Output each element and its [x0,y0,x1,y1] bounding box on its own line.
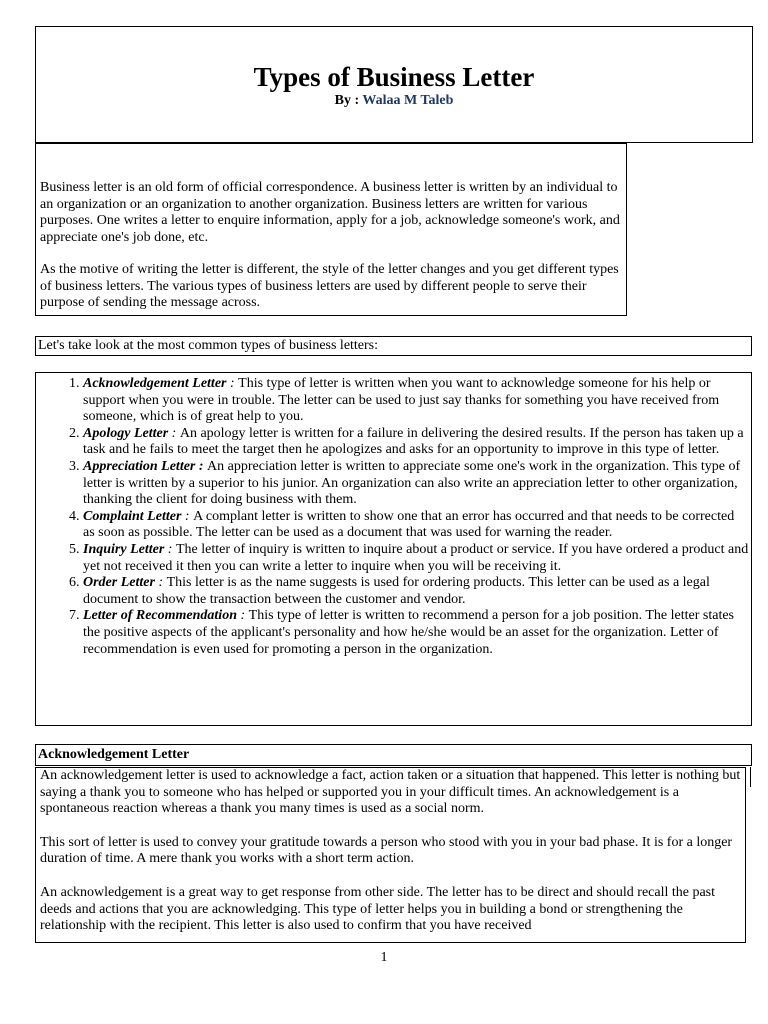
lets-take-look-text: Let's take look at the most common types of business letters: [38,338,379,353]
letter-type-description: This type of letter is written when you want to acknowledge someone for his help or support when you were in trouble. The letter can be used to just say thanks for something you have received from someone, which is of great help to you. [83,376,720,425]
letter-type-name: Order Letter [83,575,155,591]
title-box [35,26,753,143]
page-number: 1 [380,950,388,965]
letter-type-description: This letter is as the name suggests is used for ordering products. This letter can be used as a legal document to show the transaction between the customer and vendor. [83,575,710,607]
document-title: Types of Business Letter [253,62,535,92]
letter-type-separator: : [154,575,167,591]
box-edge-divider [750,767,751,787]
author-name: Walaa M Taleb [362,93,454,108]
letter-type-item [83,426,751,459]
acknowledgement-paragraph-2: This sort of letter is used to convey your gratitude towards a person who stood with you in your bad phase. It is for a longer duration of time. A mere thank you works with a short term action. [40,834,733,867]
letter-type-name: Letter of Recommendation [83,608,237,624]
intro-paragraph-1: Business letter is an old form of official correspondence. A business letter is written by an individual to an organization or an organization to another organization. Business letters are written for various purposes. One writes a letter to enquire information, apply for a job, acknowledge someone's work, and appreciate one's job done, etc. [40,180,620,245]
acknowledgement-paragraph-3: An acknowledgement is a great way to get response from other side. The letter has to be direct and should recall the past deeds and actions that you are acknowledging. This type of letter helps you in building a bond or strengthening the relationship with the recipient. This letter is also used to confirm that you have received [40,884,716,934]
byline [36,93,752,109]
letter-type-name: Appreciation Letter : [83,458,204,474]
acknowledgement-body-box [35,767,746,943]
letter-type-item [83,509,751,542]
letter-type-name: Acknowledgement Letter [83,376,227,391]
letter-type-separator: : [236,608,249,624]
acknowledgement-paragraph-1: An acknowledgement letter is used to acknowledge a fact, action taken or a situation that happened. This letter is nothing but saying a thank you to someone who has helped or supported you in your difficult times. An acknowledgement is a spontaneous reaction whereas a thank you many times is used as a social norm. [40,768,741,817]
letter-type-item [83,608,751,658]
letter-type-description: An appreciation letter is written to appreciate some one's work in the organization. This type of letter is written by a superior to his junior. An organization can also write an appreciation letter to other organization, thanking the client for doing business with them. [83,458,741,508]
letter-type-item [83,542,751,575]
acknowledgement-heading: Acknowledgement Letter [38,747,190,762]
letter-type-item [83,459,751,509]
letter-type-name: Apology Letter [83,425,169,441]
letter-type-separator: : [226,376,239,391]
letter-type-description: The letter of inquiry is written to inquire about a product or service. If you have ordered a product and yet not received it then you can write a letter to inquire when you will be receiving it. [83,541,749,574]
letter-types-list [36,376,751,658]
letter-type-item [83,376,751,426]
letter-type-separator: : [181,508,194,524]
intro-box [35,143,627,316]
letter-type-item [83,575,751,608]
acknowledgement-heading-box [35,744,752,766]
letter-types-box [35,372,752,726]
letter-type-separator: : [164,541,176,557]
letter-type-description: A complant letter is written to show one that an error has occurred and that needs to be corrected as soon as possible. The letter can be used as a document that was used for warning the reader. [83,508,735,541]
lets-take-look-box [35,336,752,356]
letter-type-separator: : [168,425,180,441]
letter-type-description: This type of letter is written to recommend a person for a job position. The letter states the positive aspects of the applicant's personality and how he/she would be an asset for the organization. Letter of recommendation is even used for promoting a person in the organization. [83,608,734,657]
letter-type-name: Complaint Letter [83,508,182,524]
letter-type-description: An apology letter is written for a failure in delivering the desired results. If the person has taken up a task and he fails to meet the target then he apologizes and asks for an opportunity to improve in this type of letter. [83,425,744,458]
intro-paragraph-2: As the motive of writing the letter is different, the style of the letter changes and you get different types of business letters. The various types of business letters are used by different people to serve their purpose of sending the message across. [40,262,619,310]
letter-type-name: Inquiry Letter [83,541,165,557]
by-label: By : [334,93,360,108]
